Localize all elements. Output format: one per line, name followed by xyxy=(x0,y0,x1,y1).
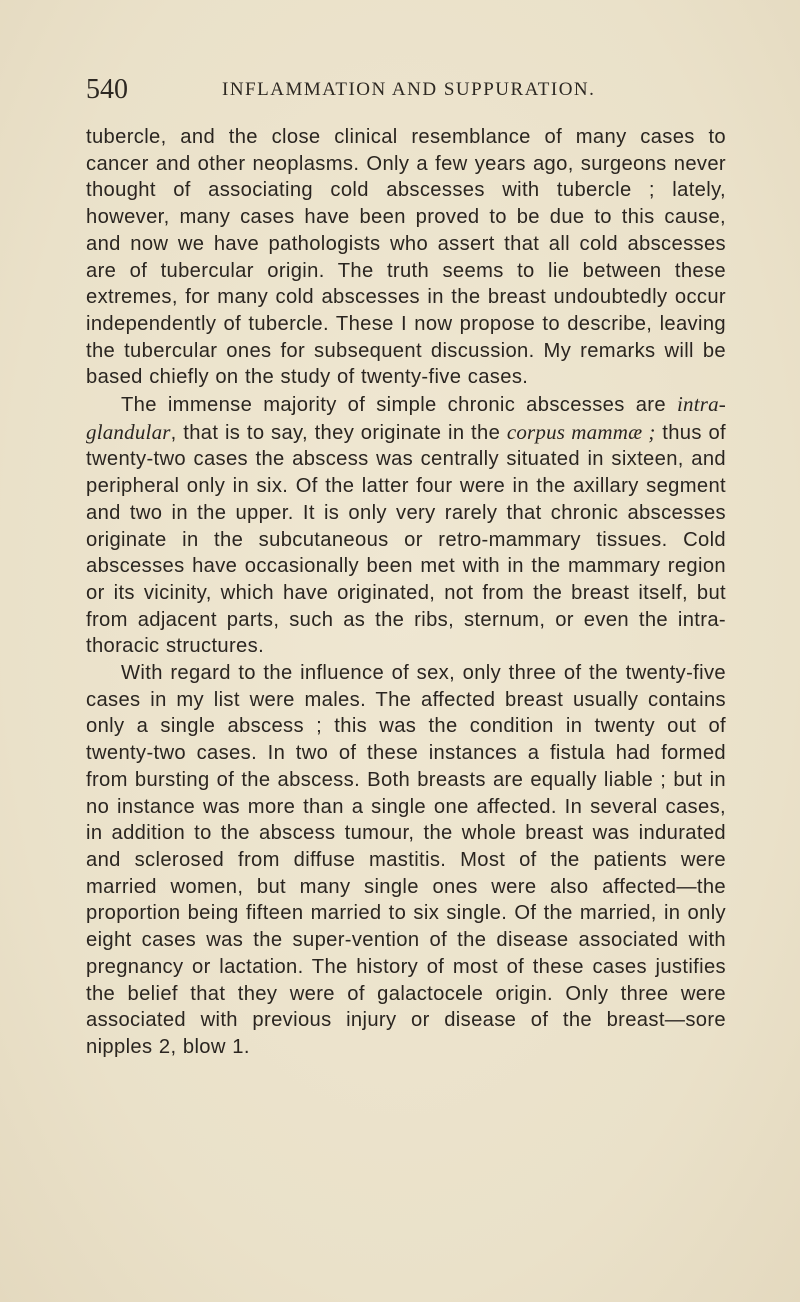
body-text xyxy=(86,124,726,1061)
paragraph-2-text-b: , that is to say, they originate in the xyxy=(170,421,507,444)
page-number: 540 xyxy=(86,74,128,105)
chapter-title: INFLAMMATION AND SUPPURATION. xyxy=(222,79,596,100)
italic-term-intra-glandular: intra-glandular xyxy=(86,392,726,444)
paragraph-2-text-c: thus of twenty-two cases the abscess was centrally situated in sixteen, and peripheral only in six. Of the latter four were in the axillary segment and two in the upper. It is only very rarely that chronic abscesses originate in the subcutaneous or retro-mammary tissues. Cold abscesses have occasionally been met with in the mammary region or its vicinity, which have originated, not from the breast itself, but from adjacent parts, such as the ribs, sternum, or even the intra-thoracic structures. xyxy=(86,421,727,658)
paragraph-2-text-a: The immense majority of simple chronic abscesses are xyxy=(121,394,677,417)
paragraph-2 xyxy=(86,391,726,660)
paragraph-3: With regard to the influence of sex, only three of the twenty-five cases in my list were males. The affected breast usually contains only a single abscess ; this was the condition in twenty out of twenty-two cases. In two of these instances a fistula had formed from bursting of the abscess. Both breasts are equally liable ; but in no instance was more than a single one affected. In several cases, in addition to the abscess tumour, the whole breast was indurated and sclerosed from diffuse mastitis. Most of the patients were married women, but many single ones were also affected—the proportion being fifteen married to six single. Of the married, in only eight cases was the super-vention of the disease associated with pregnancy or lactation. The history of most of these cases justifies the belief that they were of galactocele origin. Only three were associated with previous injury or disease of the breast—sore nipples 2, blow 1. xyxy=(86,662,726,1058)
paragraph-1: tubercle, and the close clinical resemblance of many cases to cancer and other neoplasms. Only a few years ago, surgeons never thought of associating cold abscesses with tubercle ; lately, however, many cases have been proved to be due to this cause, and now we have pathologists who assert that all cold abscesses are of tubercular origin. The truth seems to lie between these extremes, for many cold abscesses in the breast undoubtedly occur independently of tubercle. These I now propose to describe, leaving the tubercular ones for subsequent discussion. My remarks will be based chiefly on the study of twenty-five cases. xyxy=(86,126,726,389)
running-head xyxy=(86,74,714,114)
italic-term-corpus-mammae: corpus mammæ ; xyxy=(506,419,656,444)
